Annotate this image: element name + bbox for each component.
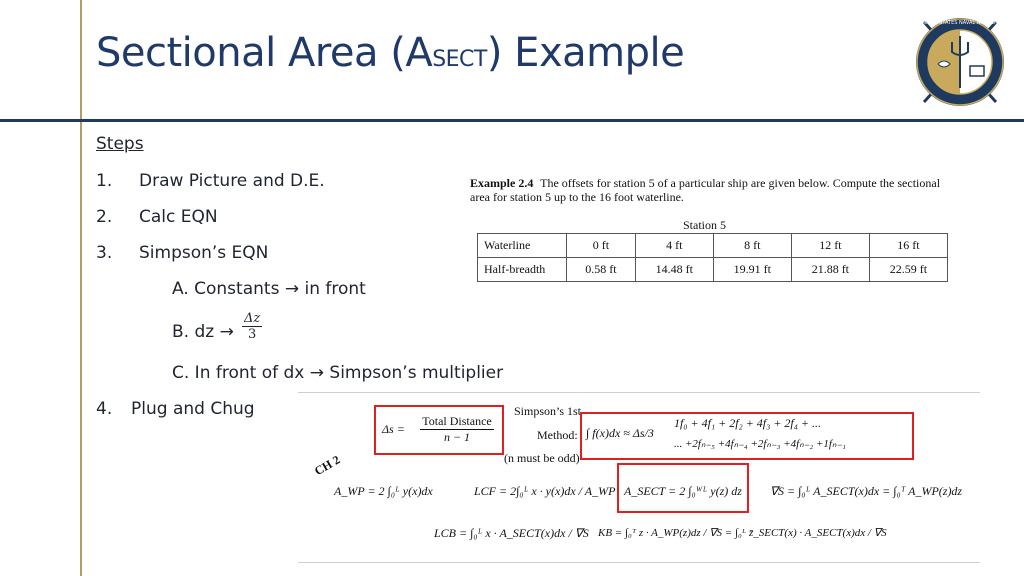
table-cell: 8 ft [713,234,791,258]
delta-s-numerator: Total Distance [420,414,494,430]
example-header [470,176,950,204]
method-label: Method: [537,428,578,442]
table-cell: Half-breadth [478,258,567,282]
title-main: Sectional Area (A [96,30,433,76]
step-3-number: 3. [96,243,113,263]
odd-note: (n must be odd) [504,451,580,465]
title-end: ) Example [486,30,685,76]
step-3-label: Simpson’s EQN [139,243,269,263]
step-1-number: 1. [96,171,113,191]
table-row [478,258,948,282]
kb-formula: KB = ∫₀ᵀ z · A_WP(z)dz / ∇S = ∫₀ᴸ z̄_SECT(x) · A_SECT(x)dx / ∇S [598,527,887,539]
slide-title [96,30,684,76]
header-divider [0,119,1024,122]
table-cell: Waterline [478,234,567,258]
usna-naoe-logo [910,12,1010,112]
example-text: The offsets for station 5 of a particular ship are given below. Compute the sectional area for station 5 up to the 16 foot waterline. [470,176,941,204]
table-row [478,234,948,258]
table-cell: 12 ft [791,234,869,258]
offsets-table [477,233,948,282]
substep-b: B. dz → [172,322,234,342]
table-cell: 14.48 ft [635,258,713,282]
lcf-formula: LCF = 2∫₀ᴸ x · y(x)dx / A_WP [474,484,616,498]
step-2-number: 2. [96,207,113,227]
lcb-formula: LCB = ∫₀ᴸ x · A_SECT(x)dx / ∇S [434,526,589,540]
title-subscript: SECT [432,47,487,72]
delta-s-fraction [420,414,494,445]
table-cell: 16 ft [869,234,947,258]
left-accent-line [80,0,82,576]
table-cell: 0 ft [567,234,636,258]
substep-c: C. In front of dx → Simpson’s multiplier [172,363,504,383]
step-2-label: Calc EQN [139,207,218,227]
formula-top-rule [298,392,980,393]
simpson-row-1: 1f₀ + 4f₁ + 2f₂ + 4f₃ + 2f₄ + ... [674,416,822,430]
substep-a: A. Constants → in front [172,279,366,299]
step-4-label: Plug and Chug [131,399,255,419]
table-cell: 0.58 ft [567,258,636,282]
simpson-label: Simpson’s 1st [514,404,582,418]
formula-bottom-rule [298,562,980,563]
chapter-tag: CH 2 [312,452,343,479]
example-label: Example 2.4 [470,176,534,190]
steps-heading: Steps [96,134,144,154]
awp-formula: A_WP = 2 ∫₀ᴸ y(x)dx [334,484,433,498]
fraction-denominator: 3 [247,327,257,342]
table-cell: 4 ft [635,234,713,258]
step-1-label: Draw Picture and D.E. [139,171,325,191]
simpson-lhs: ∫ f(x)dx ≈ Δs/3 [586,426,654,440]
table-cell: 22.59 ft [869,258,947,282]
delta-z-fraction [242,311,262,342]
table-cell: 21.88 ft [791,258,869,282]
table-cell: 19.91 ft [713,258,791,282]
asect-formula: A_SECT = 2 ∫₀ᵂᴸ y(z) dz [624,484,742,498]
step-4-number: 4. [96,399,113,419]
station-caption: Station 5 [683,218,727,232]
delta-s-denominator: n − 1 [443,430,471,444]
delta-s-lhs: Δs = [382,422,405,436]
svg-text:UNITED STATES NAVAL ACADEMY: UNITED STATES NAVAL ACADEMY [918,20,1002,26]
volume-formula: ∇S = ∫₀ᴸ A_SECT(x)dx = ∫₀ᵀ A_WP(z)dz [770,484,963,498]
simpson-row-2: ... +2fₙ₋₅ +4fₙ₋₄ +2fₙ₋₃ +4fₙ₋₂ +1fₙ₋₁ [674,438,846,450]
fraction-numerator: Δz [244,311,261,326]
